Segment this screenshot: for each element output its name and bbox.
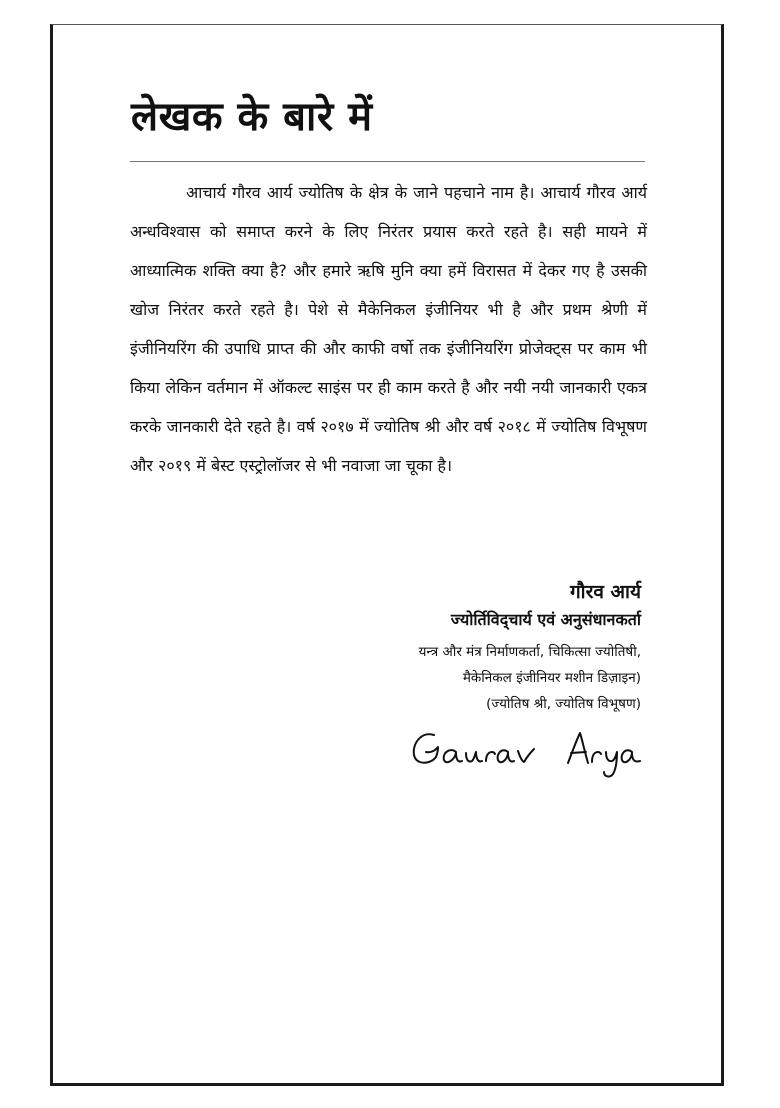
book-page: [50, 24, 724, 1086]
author-credential-line: मैकेनिकल इंजीनियर मशीन डिज़ाइन): [462, 670, 641, 686]
signature-icon: [408, 719, 648, 779]
author-credential-line: (ज्योतिष श्री, ज्योतिष विभूषण): [486, 696, 641, 712]
author-name: गौरव आर्य: [569, 581, 641, 603]
handwritten-signature: [408, 719, 648, 783]
author-bio-paragraph: आचार्य गौरव आर्य ज्योतिष के क्षेत्र के जाने पहचाने नाम है। आचार्य गौरव आर्य अन्धविश्वास को समाप्त करने के लिए निरंतर प्रयास करते रहते है। सही मायने में आध्यात्मिक शक्ति क्या है? और हमारे ऋषि मुनि क्या हमें विरासत में देकर गए है उसकी खोज निरंतर करते रहते है। पेशे से मैकेनिकल इंजीनियर भी है और प्रथम श्रेणी में इंजीनियरिंग की उपाधि प्राप्त की और काफी वर्षो तक इंजीनियरिंग प्रोजेक्ट्स पर काम भी किया लेकिन वर्तमान में ऑकल्ट साइंस पर ही काम करते है और नयी नयी जानकारी एकत्र करके जानकारी देते रहते है। वर्ष २०१७ में ज्योतिष श्री और वर्ष २०१८ में ज्योतिष विभूषण और २०१९ में बेस्ट एस्ट्रोलॉजर से भी नवाजा जा चूका है।: [130, 183, 647, 475]
title-divider: [130, 161, 645, 162]
author-credential-line: यन्त्र और मंत्र निर्माणकर्ता, चिकित्सा ज्योतिषी,: [418, 644, 641, 660]
author-role: ज्योर्तिविद्चार्य एवं अनुसंधानकर्ता: [450, 610, 641, 629]
author-signature-block: [221, 577, 641, 717]
page-title: लेखक के बारे में: [131, 94, 373, 140]
